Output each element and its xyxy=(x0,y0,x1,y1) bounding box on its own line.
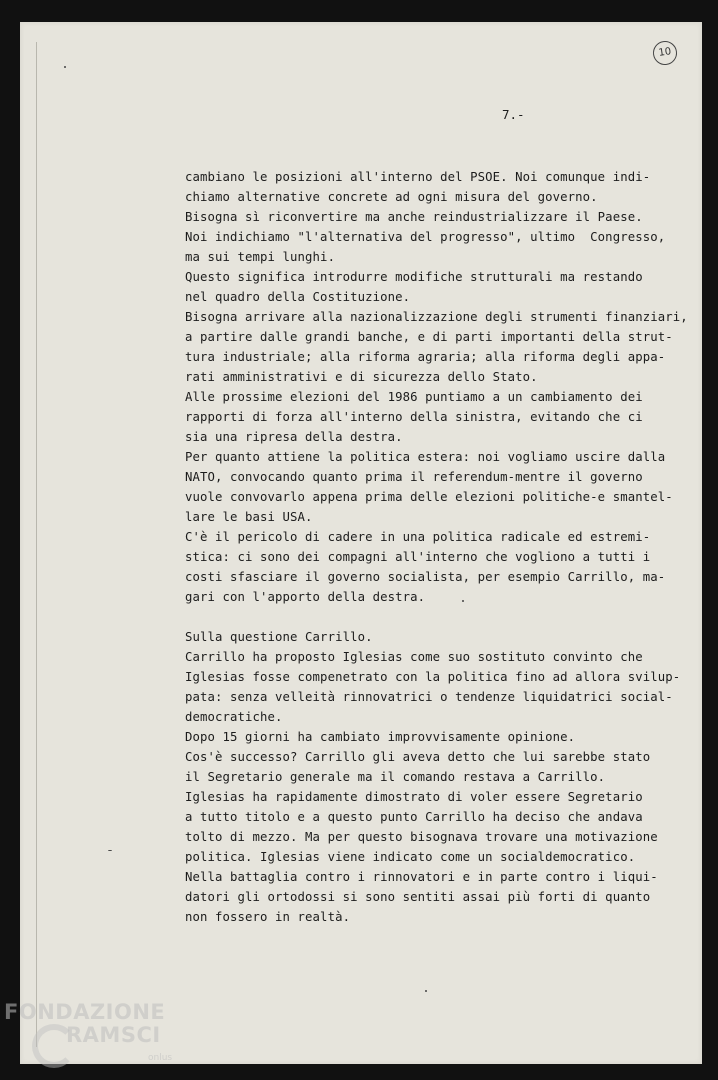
text-line: Dopo 15 giorni ha cambiato improvvisamente opinione. xyxy=(185,730,576,744)
text-line: gari con l'apporto della destra. xyxy=(185,590,426,604)
fondazione-gramsci-watermark xyxy=(4,1000,184,1080)
text-line: Cos'è successo? Carrillo gli aveva detto che lui sarebbe stato xyxy=(185,750,651,764)
text-line: costi sfasciare il governo socialista, per esempio Carrillo, ma- xyxy=(185,570,666,584)
text-line: Bisogna arrivare alla nazionalizzazione degli strumenti finanziari, xyxy=(185,310,688,324)
text-line: C'è il pericolo di cadere in una politica radicale ed estremi- xyxy=(185,530,651,544)
text-line xyxy=(185,607,685,627)
watermark-line-2: RAMSCI xyxy=(66,1023,161,1047)
watermark-line-1: FONDAZIONE xyxy=(4,1000,166,1024)
text-line: tolto di mezzo. Ma per questo bisognava trovare una motivazione xyxy=(185,830,658,844)
text-line: rati amministrativi e di sicurezza dello Stato. xyxy=(185,370,538,384)
text-line: chiamo alternative concrete ad ogni misura del governo. xyxy=(185,190,598,204)
text-line: Noi indichiamo "l'alternativa del progresso", ultimo Congresso, xyxy=(185,230,666,244)
text-line: pata: senza velleità rinnovatrici o tendenze liquidatrici social- xyxy=(185,690,673,704)
document-page xyxy=(20,22,702,1064)
text-line: nel quadro della Costituzione. xyxy=(185,290,411,304)
text-line: Iglesias ha rapidamente dimostrato di voler essere Segretario xyxy=(185,790,643,804)
text-line: Sulla questione Carrillo. xyxy=(185,630,373,644)
text-line: stica: ci sono dei compagni all'interno che vogliono a tutti i xyxy=(185,550,651,564)
text-line: a partire dalle grandi banche, e di parti importanti della strut- xyxy=(185,330,673,344)
text-line: Iglesias fosse compenetrato con la politica fino ad allora svilup- xyxy=(185,670,681,684)
text-line: tura industriale; alla riforma agraria; alla riforma degli appa- xyxy=(185,350,666,364)
text-line: ma sui tempi lunghi. xyxy=(185,250,336,264)
paper-speck xyxy=(64,66,66,68)
text-line: Questo significa introdurre modifiche strutturali ma restando xyxy=(185,270,643,284)
typed-body-text xyxy=(185,167,688,927)
text-line: sia una ripresa della destra. xyxy=(185,430,403,444)
text-line: Alle prossime elezioni del 1986 puntiamo a un cambiamento dei xyxy=(185,390,643,404)
archive-number-stamp: 10 xyxy=(651,39,678,66)
text-line: non fossero in realtà. xyxy=(185,910,351,924)
text-line: vuole convovarlo appena prima delle elezioni politiche-e smantel- xyxy=(185,490,673,504)
paper-speck xyxy=(462,600,464,602)
margin-line xyxy=(36,42,37,1047)
text-line: democratiche. xyxy=(185,710,283,724)
text-line: il Segretario generale ma il comando restava a Carrillo. xyxy=(185,770,606,784)
text-line: rapporti di forza all'interno della sinistra, evitando che ci xyxy=(185,410,643,424)
paper-speck xyxy=(425,990,427,992)
paper-speck xyxy=(108,850,112,851)
page-number: 7.- xyxy=(502,107,525,122)
text-line: Per quanto attiene la politica estera: noi vogliamo uscire dalla xyxy=(185,450,666,464)
text-line: cambiano le posizioni all'interno del PSOE. Noi comunque indi- xyxy=(185,170,651,184)
text-line: datori gli ortodossi si sono sentiti assai più forti di quanto xyxy=(185,890,651,904)
text-line: Bisogna sì riconvertire ma anche reindustrializzare il Paese. xyxy=(185,210,643,224)
text-line: NATO, convocando quanto prima il referendum-mentre il governo xyxy=(185,470,643,484)
text-line: politica. Iglesias viene indicato come un socialdemocratico. xyxy=(185,850,636,864)
text-line: Nella battaglia contro i rinnovatori e in parte contro i liqui- xyxy=(185,870,658,884)
text-line: Carrillo ha proposto Iglesias come suo sostituto convinto che xyxy=(185,650,643,664)
watermark-line-3: onlus xyxy=(148,1053,173,1063)
text-line: lare le basi USA. xyxy=(185,510,313,524)
text-line: a tutto titolo e a questo punto Carrillo ha deciso che andava xyxy=(185,810,643,824)
